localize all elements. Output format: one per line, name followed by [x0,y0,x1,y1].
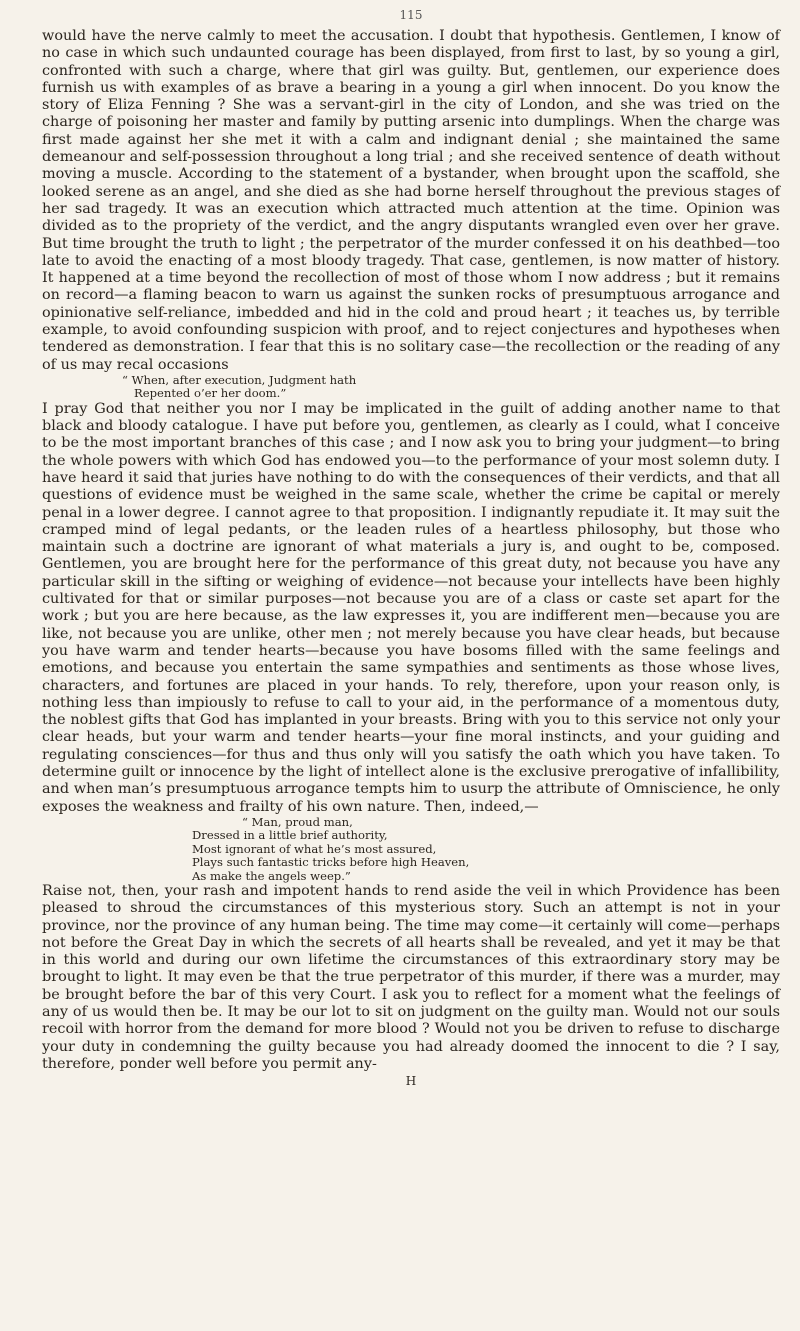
paragraph: I pray God that neither you nor I may be implicated in the guilt of adding another name to that black and bloody catalogue. I have put before you, gentlemen, as clearly as I could, what I conceive to be the most important branches of this case ; and I now ask you to bring your judgment—to bring the whole powers with which God has endowed you—to the performance of your most solemn duty. I have heard it said that juries have nothing to do with the consequences of their verdicts, and that all questions of evidence must be weighed in the same scale, whether the crime be capital or merely penal in a lower degree. I cannot agree to that proposition. I indignantly repudiate it. It may suit the cramped mind of legal pedants, or the leaden rules of a heartless philosophy, but those who maintain such a doctrine are ignorant of what materials a jury is, and ought to be, composed. Gentlemen, you are brought here for the performance of this great duty, not because you have any particular skill in the sifting or weighing of evidence—not because your intellects have been highly cultivated for that or similar purposes—not because you are of a class or caste set apart for the work ; but you are here because, as the law expresses it, you are indifferent men—because you are like, not because you are unlike, other men ; not merely because you have clear heads, but because you have warm and tender hearts—because you have bosoms filled with the same feelings and emotions, and because you entertain the same sympathies and sentiments as those whose lives, characters, and fortunes are placed in your hands. To rely, therefore, upon your reason only, is nothing less than impiously to refuse to call to your aid, in the performance of a momentous duty, the noblest gifts that God has implanted in your breasts. Bring with you to this service not only your clear heads, but your warm and tender hearts—your fine moral instincts, and your guiding and regulating consciences—for thus and thus only will you satisfy the oath which you have taken. To determine guilt or innocence by the light of intellect alone is the exclusive prerogative of infallibility, and when man’s presumptuous arrogance tempts him to usurp the attribute of Omniscience, he only exposes the weakness and frailty of his own nature. Then, indeed,— [42,400,780,815]
verse-line: As make the angels weep.” [192,868,351,883]
verse-line: Most ignorant of what he’s most assured, [192,841,437,856]
verse-quote [42,374,780,401]
verse-line: Repented o’er her doom.” [134,386,287,401]
verse-line: Dressed in a little brief authority, [192,828,388,843]
page-number: 115 [399,8,423,22]
paragraph: Raise not, then, your rash and impotent hands to rend aside the veil in which Providence has been pleased to shroud the circumstances of this mysterious story. Such an attempt is not in your province, nor the province of any human being. The time may come—it certainly will come—perhaps not before the Great Day in which the secrets of all hearts shall be revealed, and yet it may be that in this world and during our own lifetime the circumstances of this extraordinary story may be brought to light. It may even be that the true perpetrator of this murder, if there was a murder, may be brought before the bar of this very Court. I ask you to reflect for a moment what the feelings of any of us would then be. It may be our lot to sit on judgment on the guilty man. Would not our souls recoil with horror from the demand for more blood ? Would not you be driven to refuse to discharge your duty in condemning the guilty because you had already doomed the innocent to die ? I say, therefore, ponder well before you permit any- [42,882,780,1072]
verse-quote [42,816,780,883]
verse-line: “ When, after execution, Judgment hath [122,372,357,387]
paragraph: would have the nerve calmly to meet the accusation. I doubt that hypothesis. Gentlemen, I know of no case in which such undaunted courage has been displayed, from first to last, by so young a girl, confronted with such a charge, where that girl was guilty. But, gentlemen, our experience does furnish us with examples of as brave a bearing in a young a girl when innocent. Do you know the story of Eliza Fenning ? She was a servant-girl in the city of London, and she was tried on the charge of poisoning her master and family by putting arsenic into dumplings. When the charge was first made against her she met it with a calm and indignant denial ; she maintained the same demeanour and self-possession throughout a long trial ; and she received sentence of death without moving a muscle. According to the statement of a bystander, when brought upon the scaffold, she looked serene as an angel, and she died as she had borne herself throughout the previous stages of her sad tragedy. It was an execution which attracted much attention at the time. Opinion was divided as to the propriety of the verdict, and the angry disputants wrangled even over her grave. But time brought the truth to light ; the perpetrator of the murder confessed it on his deathbed—too late to avoid the enacting of a most bloody tragedy. That case, gentlemen, is now matter of history. It happened at a time beyond the recollection of most of those whom I now address ; but it remains on record—a flaming beacon to warn us against the sunken rocks of presumptuous arrogance and opinionative self-reliance, imbedded and hid in the cold and proud heart ; it teaches us, by terrible example, to avoid confounding suspicion with proof, and to reject conjectures and hypotheses when tendered as demonstration. I fear that this is no solitary case—the recollection or the reading of any of us may recal occasions [42,28,780,373]
signature-mark: H [405,1074,417,1089]
body-text [42,28,780,1090]
verse-line: “ Man, proud man, [242,814,353,829]
verse-line: Plays such fantastic tricks before high Heaven, [192,855,470,870]
